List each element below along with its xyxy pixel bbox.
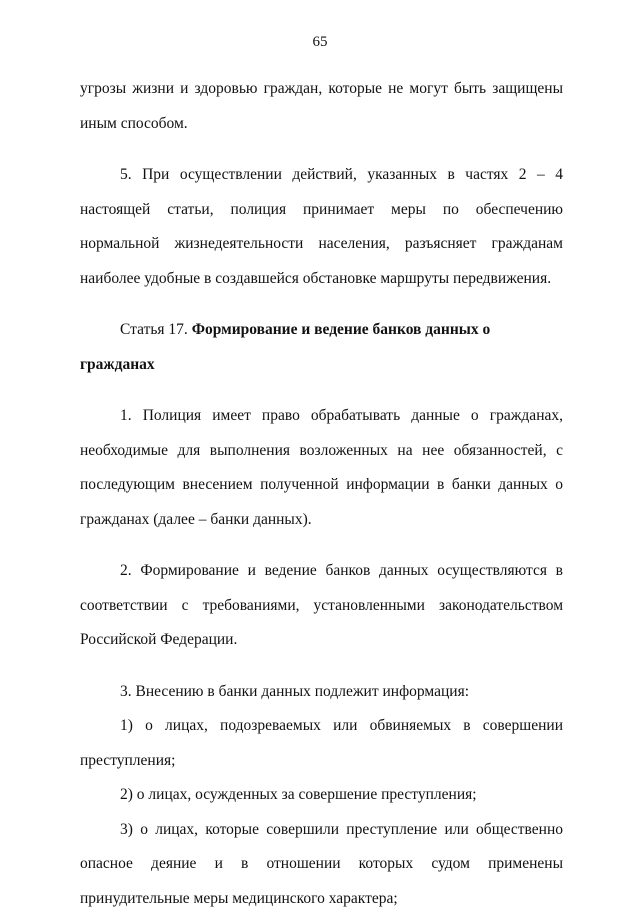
article-title: Формирование и ведение банков данных о гражданах bbox=[80, 321, 490, 373]
document-body bbox=[80, 72, 563, 916]
paragraph-continuation: угрозы жизни и здоровью граждан, которые не могут быть защищены иным способом. bbox=[80, 72, 563, 141]
article-number: Статья 17. bbox=[120, 321, 188, 338]
paragraph-part-2: 2. Формирование и ведение банков данных осуществляются в соответствии с требованиями, установленными законодательством Российской Федерации. bbox=[80, 554, 563, 658]
list-item-1: 1) о лицах, подозреваемых или обвиняемых в совершении преступления; bbox=[80, 709, 563, 778]
article-heading bbox=[80, 313, 563, 382]
paragraph-part-3: 3. Внесению в банки данных подлежит информация: bbox=[80, 675, 563, 710]
list-item-2: 2) о лицах, осужденных за совершение преступления; bbox=[80, 778, 563, 813]
paragraph-part-1: 1. Полиция имеет право обрабатывать данные о гражданах, необходимые для выполнения возложенных на нее обязанностей, с последующим внесением полученной информации в банки данных о гражданах (далее – банки данных). bbox=[80, 399, 563, 537]
list-item-3: 3) о лицах, которые совершили преступление или общественно опасное деяние и в отношении которых судом применены принудительные меры медицинского характера; bbox=[80, 813, 563, 916]
page-number: 65 bbox=[0, 34, 640, 51]
paragraph-part-5: 5. При осуществлении действий, указанных в частях 2 – 4 настоящей статьи, полиция принимает меры по обеспечению нормальной жизнедеятельности населения, разъясняет гражданам наиболее удобные в создавшейся обстановке маршруты передвижения. bbox=[80, 158, 563, 296]
